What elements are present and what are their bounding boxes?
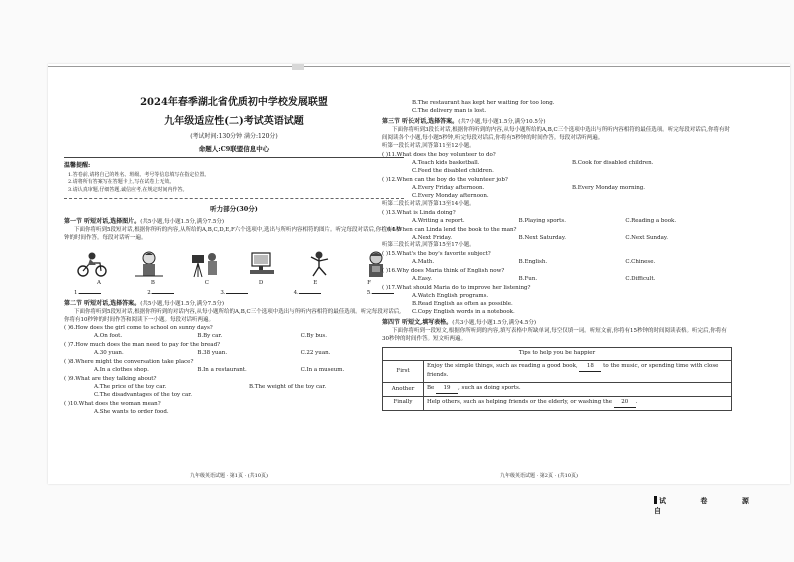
answer-blank-3: 3. — [220, 290, 247, 298]
table-row — [383, 396, 732, 410]
question-10-option-a: A.She wants to order food. — [94, 409, 169, 416]
section-4-heading: 第四节 听短文,填写表格。(共3小题,每小题1.5分,满分4.5分) — [382, 319, 536, 327]
section-3-instructions: 下面你将听到3段长对话,根据你所听到的内容,从每小题所给的A,B,C三个选项中选出与所听内容相符的最佳选项。听完每段对话后,你将有时间阅读各个小题,每小题5秒钟,听完每段对话后,你将有5秒钟的时间作答。每段对话听两遍。 — [382, 126, 730, 141]
row-text: Be 19 , such as doing sports. — [424, 383, 732, 397]
question-6: ( )6.How does the girl come to school on sunny days? — [64, 325, 213, 332]
blank-18: 18 — [579, 363, 601, 372]
answer-blank-1: 1. — [74, 290, 101, 298]
exam-title-line2: 九年级适应性(二)考试英语试题 — [164, 115, 304, 127]
blank-19: 19 — [436, 385, 458, 394]
question-8: ( )8.Where might the conversation take place? — [64, 359, 194, 366]
picture-a-motorbike — [74, 249, 110, 279]
tips-table-title: Tips to help you be happier — [383, 348, 732, 361]
blank-20: 20 — [614, 399, 636, 408]
scan-mark — [292, 64, 304, 70]
section-1-instructions: 下面你将听到5段短对话,根据你所听的内容,从所给的A,B,C,D,E,F六个选项中,选出与所听内容相符的图片。听完每段对话后,你将有5秒钟的时间作答。每段对话听一遍。 — [64, 226, 402, 241]
row-label: Another — [383, 383, 424, 397]
notice-line: 1.答卷前,请将自己的姓名、班级、考号等信息填写在指定位置。 — [68, 171, 210, 178]
answer-blank-4: 4. — [294, 290, 321, 298]
question-11-option-c: C.Feed the disabled children. — [412, 167, 494, 174]
question-17: ( )17.What should Maria do to improve her listening? — [382, 285, 531, 292]
question-15: ( )15.What's the boy's favorite subject? — [382, 251, 491, 258]
answer-blank-2: 2. — [147, 290, 174, 298]
page-2-footer: 九年级英语试题 · 第2页 · (共10页) — [500, 473, 578, 479]
question-9-option-c: C.The disadvantages of the toy car. — [94, 392, 193, 399]
table-row — [383, 361, 732, 383]
picture-options — [64, 249, 404, 279]
picture-label: B — [150, 279, 155, 286]
picture-label: E — [313, 279, 318, 286]
question-7: ( )7.How much does the man need to pay for the bread? — [64, 342, 221, 349]
dashed-divider — [64, 198, 404, 199]
question-10-option-b: B.The restaurant has kept her waiting for too long. — [412, 100, 555, 106]
page-1 — [64, 96, 404, 417]
picture-e-dancer — [301, 249, 337, 279]
row-text: Help others, such as helping friends or the elderly, or washing the 20 . — [424, 396, 732, 410]
picture-label: C — [204, 279, 210, 286]
picture-d-computer — [244, 249, 280, 279]
section-2-instructions: 下面你将听到5段短对话,根据你所听到的对话内容,从每小题所给的A,B,C三个选项中选出与所听内容相符的最佳选项。听完每段对话后,你将有10秒钟的时间作答和阅读下一小题。每段对话听两遍。 — [64, 308, 401, 323]
question-6-options: A.On foot. B.By car. C.By bus. — [94, 333, 327, 340]
proposer: 命题人:C9联盟信息中心 — [198, 144, 270, 153]
question-12: ( )12.When can the boy do the volunteer job? — [382, 176, 508, 183]
page-2 — [382, 100, 732, 411]
picture-labels — [64, 280, 404, 288]
picture-c-cameraman — [188, 249, 224, 279]
notice-title: 温馨提醒: — [64, 162, 91, 170]
question-12-option-c: C.Every Monday afternoon. — [412, 192, 489, 199]
section-1-heading: 第一节 听短对话,选择图片。(共5小题,每小题1.5分,满分7.5分) — [64, 217, 224, 225]
section-3-heading: 第三节 听长对话,选择答案。(共7小题,每小题1.5分,满分10.5分) — [382, 117, 546, 125]
row-label: Finally — [383, 396, 424, 410]
question-8-options: A.In a clothes shop. B.In a restaurant. C.In a museum. — [94, 367, 345, 374]
listening-part-heading: 听力部分(30分) — [210, 205, 258, 214]
question-17-option-a: A.Watch English programs. — [412, 293, 489, 300]
exam-meta: (考试时间:130分钟 满分:120分) — [190, 133, 278, 140]
fold-line — [48, 66, 790, 67]
question-10: ( )10.What does the woman mean? — [64, 401, 161, 408]
question-12-options: A.Every Friday afternoon. B.Every Monday morning. — [412, 184, 646, 191]
picture-b-boy-crying — [131, 249, 167, 279]
answer-blanks — [64, 290, 404, 298]
question-15-options: A.Math. B.English. C.Chinese. — [412, 259, 656, 266]
source-stamp: 试 卷 源 自 — [654, 496, 765, 515]
question-11-options: A.Teach kids basketball. B.Cook for disabled children. — [412, 159, 654, 166]
question-9: ( )9.What are they talking about? — [64, 376, 157, 383]
question-17-option-c: C.Copy English words in a notebook. — [412, 309, 515, 316]
question-10-option-c: C.The delivery man is lost. — [412, 107, 487, 114]
picture-label: F — [367, 279, 371, 286]
picture-label: D — [258, 279, 264, 286]
conversation-1-label: 听第一段长对话,回答第11至12小题。 — [382, 142, 475, 149]
question-16: ( )16.Why does Maria think of English now? — [382, 268, 505, 275]
question-16-options: A.Easy. B.Fun. C.Difficult. — [412, 276, 656, 283]
notice-line: 3.请认真审题,仔细答题,诚信应考,在规定时间内作答。 — [68, 186, 188, 193]
question-17-option-b: B.Read English as often as possible. — [412, 301, 513, 308]
question-14: ( )14.When can Linda lend the book to the man? — [382, 226, 517, 233]
question-13-options: A.Writing a report. B.Playing sports. C.Reading a book. — [412, 217, 677, 224]
question-11: ( )11.What does the boy volunteer to do? — [382, 151, 496, 158]
answer-blank-5: 5. — [367, 290, 394, 298]
table-row — [383, 383, 732, 397]
conversation-3-label: 听第三段长对话,回答第15至17小题。 — [382, 242, 475, 249]
notice-line: 2.请将所有答案写在答题卡上,写在试卷上无效。 — [68, 179, 175, 186]
question-13: ( )13.What is Linda doing? — [382, 209, 456, 216]
question-7-options: A.30 yuan. B.38 yuan. C.22 yuan. — [94, 350, 331, 357]
conversation-2-label: 听第二段长对话,回答第13至14小题。 — [382, 200, 475, 207]
row-text: Enjoy the simple things, such as reading a good book, 18 to the music, or spending time with close friends. — [424, 361, 732, 383]
question-9-options: A.The price of the toy car. B.The weight of the toy car. — [94, 384, 327, 391]
picture-label: A — [96, 279, 101, 286]
question-14-options: A.Next Friday. B.Next Saturday. C.Next Sunday. — [412, 234, 669, 241]
section-4-instructions: 下面你将听到一段短文,根据你所听到的内容,填写表格中所缺单词,每空仅填一词。听短文前,你将有15秒钟的时间阅读表格。听完后,你将有30秒钟的时间作答。短文听两遍。 — [382, 328, 727, 343]
exam-title-line1: 2024年春季湖北省优质初中学校发展联盟 — [140, 97, 328, 108]
divider — [64, 157, 404, 158]
section-2-heading: 第二节 听短对话,选择答案。(共5小题,每小题1.5分,满分7.5分) — [64, 299, 224, 307]
page-1-footer: 九年级英语试题 · 第1页 · (共10页) — [190, 473, 268, 479]
tips-table — [382, 347, 732, 411]
row-label: First — [383, 361, 424, 383]
